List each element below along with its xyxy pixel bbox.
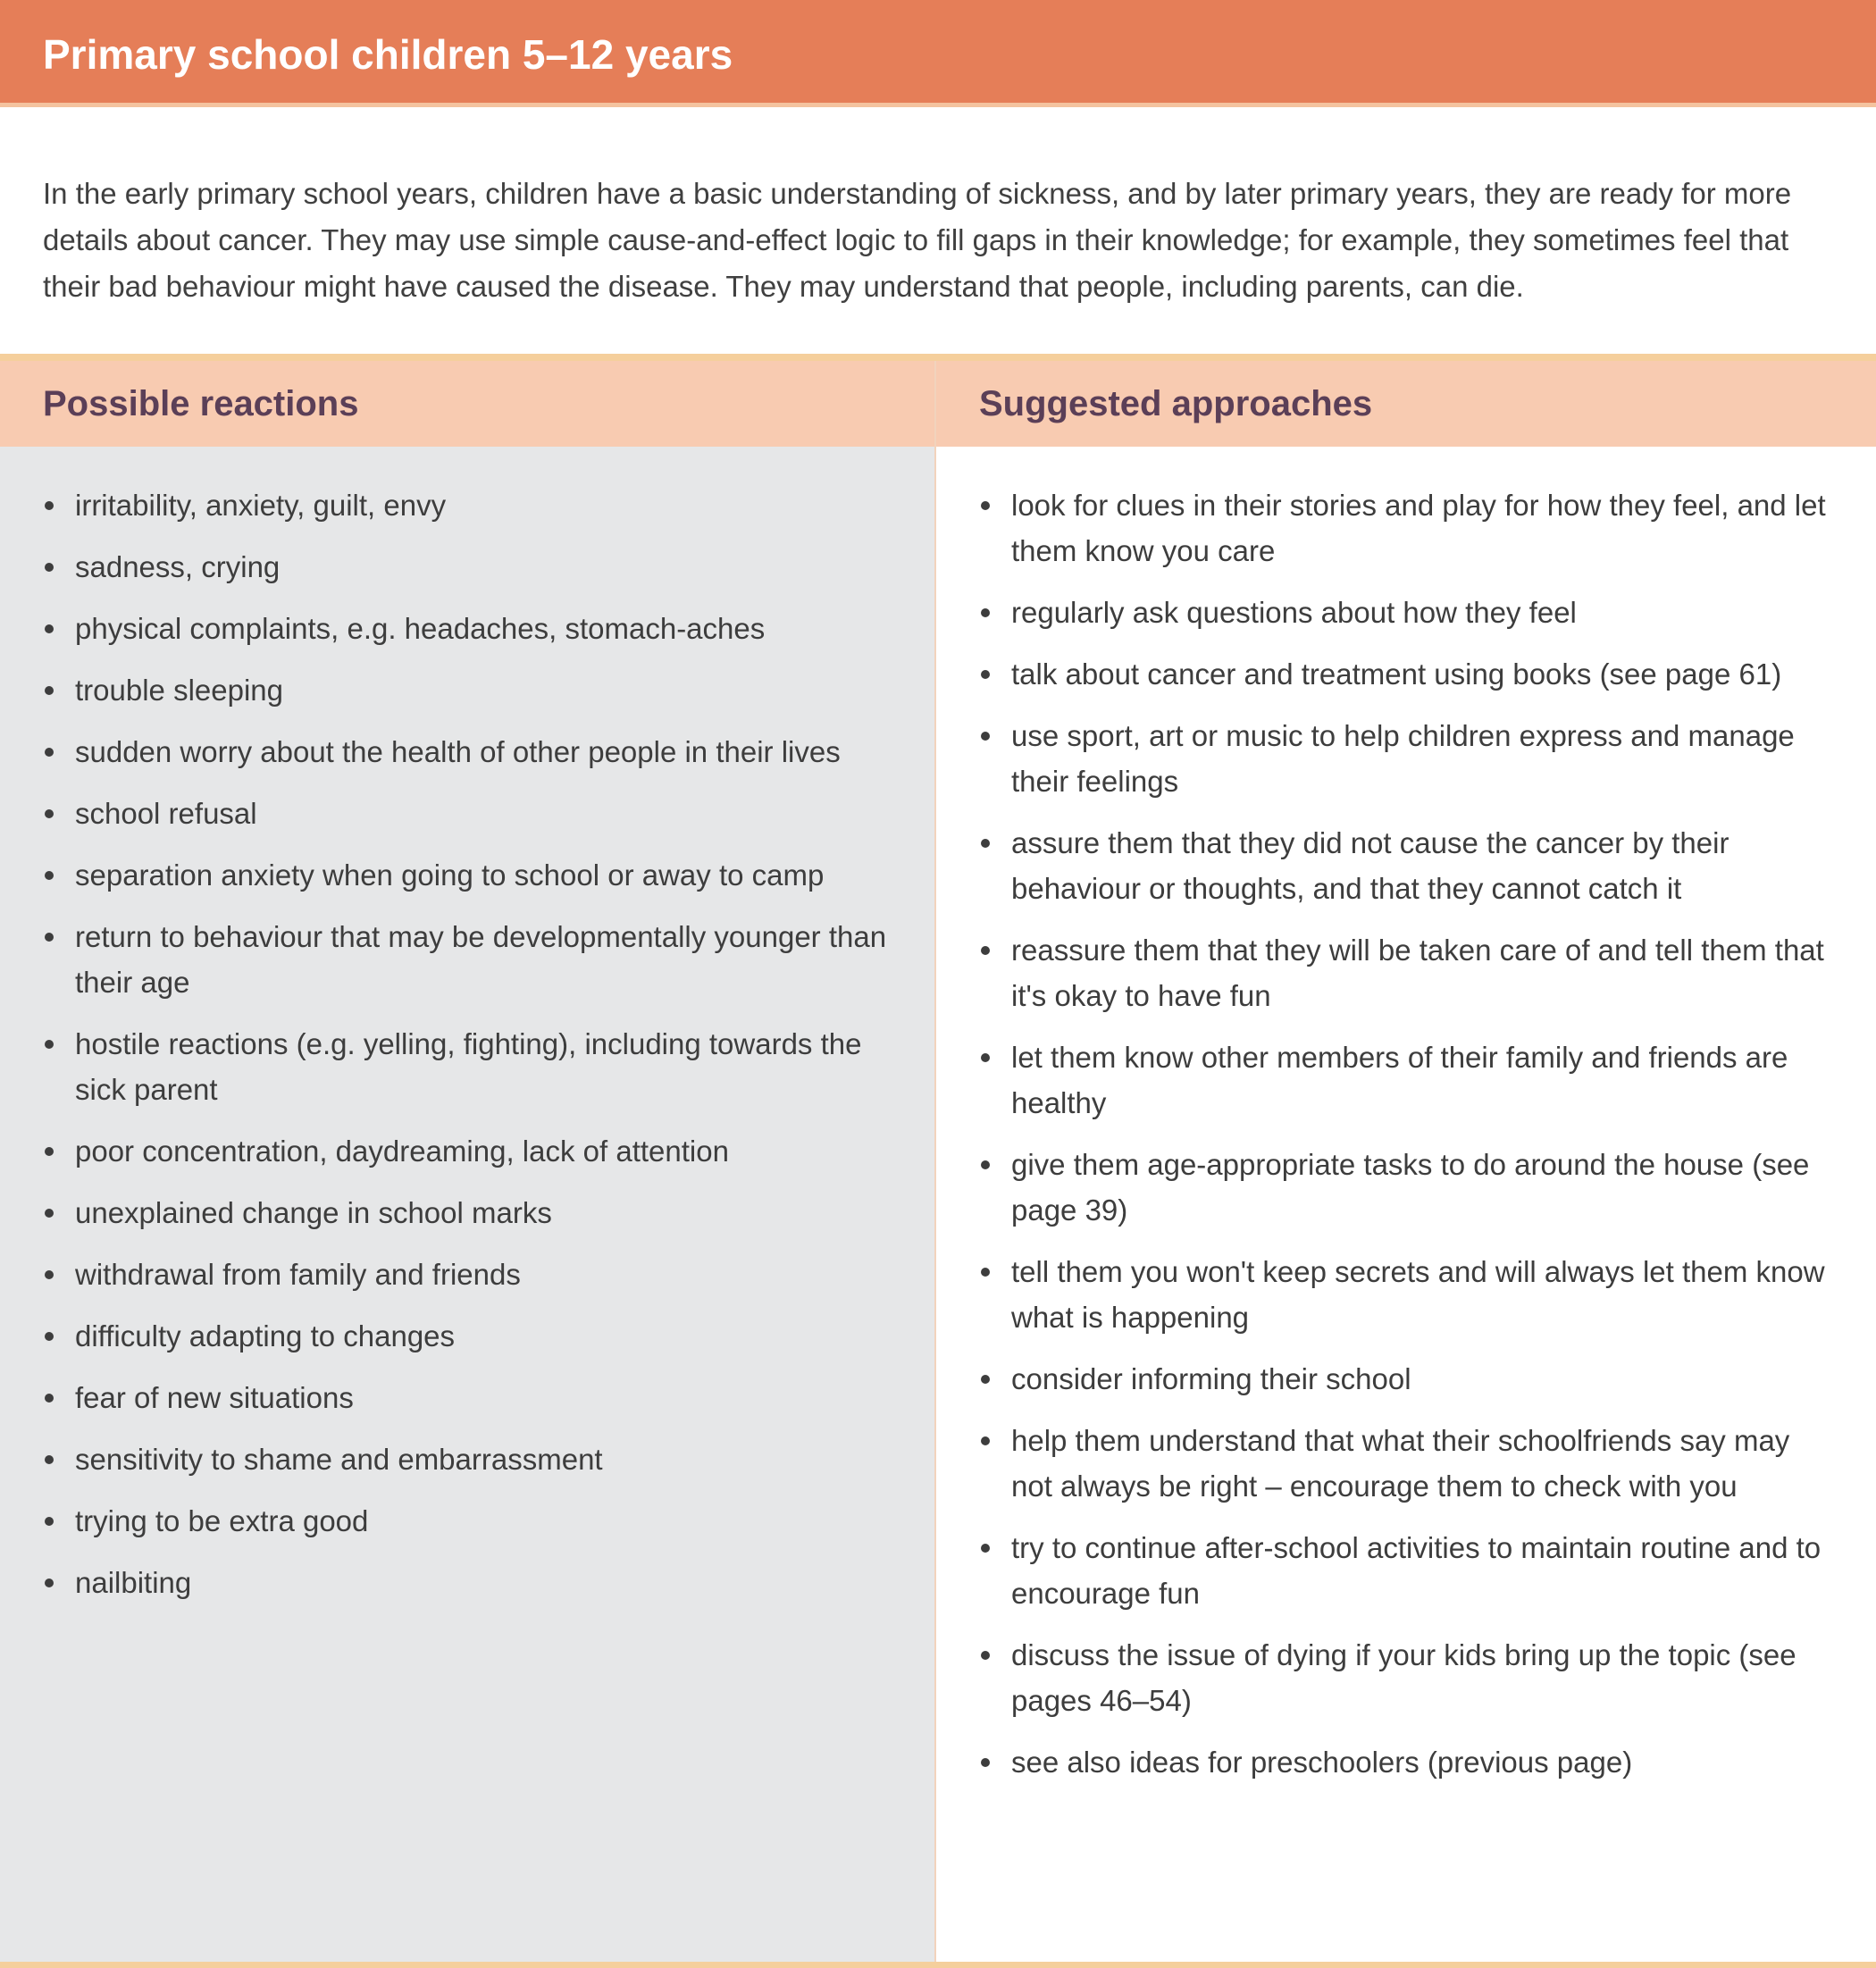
reaction-item: withdrawal from family and friends [43, 1252, 918, 1297]
reaction-item: fear of new situations [43, 1375, 918, 1420]
intro-paragraph: In the early primary school years, children have a basic understanding of sickness, and by later primary years, they are ready for more details about cancer. They may use simple cause-and-effect logic to fill gaps in their knowledge; for example, they sometimes feel that their bad behaviour might have caused the disease. They may understand that people, including parents, can die. [43, 177, 1792, 303]
approach-item: try to continue after-school activities to maintain routine and to encourage fun [979, 1525, 1837, 1616]
approach-item: let them know other members of their family and friends are healthy [979, 1034, 1837, 1126]
reaction-item: hostile reactions (e.g. yelling, fighting), including towards the sick parent [43, 1021, 918, 1112]
approach-item: discuss the issue of dying if your kids bring up the topic (see pages 46–54) [979, 1632, 1837, 1723]
approach-item: give them age-appropriate tasks to do around the house (see page 39) [979, 1142, 1837, 1233]
approach-item: see also ideas for preschoolers (previous page) [979, 1739, 1837, 1785]
approaches-heading: Suggested approaches [979, 384, 1373, 423]
reactions-list [43, 482, 918, 1621]
reaction-item: return to behaviour that may be developmentally younger than their age [43, 914, 918, 1005]
section-title: Primary school children 5–12 years [43, 31, 733, 78]
reaction-item: sadness, crying [43, 544, 918, 590]
reaction-item: trying to be extra good [43, 1498, 918, 1544]
approach-item: reassure them that they will be taken care of and tell them that it's okay to have fun [979, 927, 1837, 1018]
section-header [0, 0, 1876, 107]
approach-item: look for clues in their stories and play for how they feel, and let them know you care [979, 482, 1837, 574]
reactions-column-header [0, 361, 934, 447]
reaction-item: sensitivity to shame and embarrassment [43, 1436, 918, 1482]
approach-item: regularly ask questions about how they feel [979, 590, 1837, 635]
approach-item: assure them that they did not cause the cancer by their behaviour or thoughts, and that they cannot catch it [979, 820, 1837, 911]
approaches-column-header [936, 361, 1876, 447]
approach-item: help them understand that what their schoolfriends say may not always be right – encourage them to check with you [979, 1418, 1837, 1509]
reaction-item: difficulty adapting to changes [43, 1313, 918, 1359]
table-bottom-rule [0, 1962, 1876, 1968]
reactions-heading: Possible reactions [43, 384, 359, 423]
reaction-item: trouble sleeping [43, 667, 918, 713]
approaches-list [979, 482, 1837, 1801]
reaction-item: school refusal [43, 791, 918, 836]
reaction-item: irritability, anxiety, guilt, envy [43, 482, 918, 528]
approach-item: talk about cancer and treatment using books (see page 61) [979, 651, 1837, 697]
table-top-rule [0, 354, 1876, 361]
approach-item: tell them you won't keep secrets and will always let them know what is happening [979, 1249, 1837, 1340]
reaction-item: physical complaints, e.g. headaches, stomach-aches [43, 606, 918, 651]
reaction-item: sudden worry about the health of other people in their lives [43, 729, 918, 775]
column-separator [934, 361, 936, 1968]
reaction-item: unexplained change in school marks [43, 1190, 918, 1235]
approach-item: consider informing their school [979, 1356, 1837, 1402]
reaction-item: nailbiting [43, 1560, 918, 1605]
reaction-item: separation anxiety when going to school or away to camp [43, 852, 918, 898]
approach-item: use sport, art or music to help children express and manage their feelings [979, 713, 1837, 804]
reaction-item: poor concentration, daydreaming, lack of attention [43, 1128, 918, 1174]
